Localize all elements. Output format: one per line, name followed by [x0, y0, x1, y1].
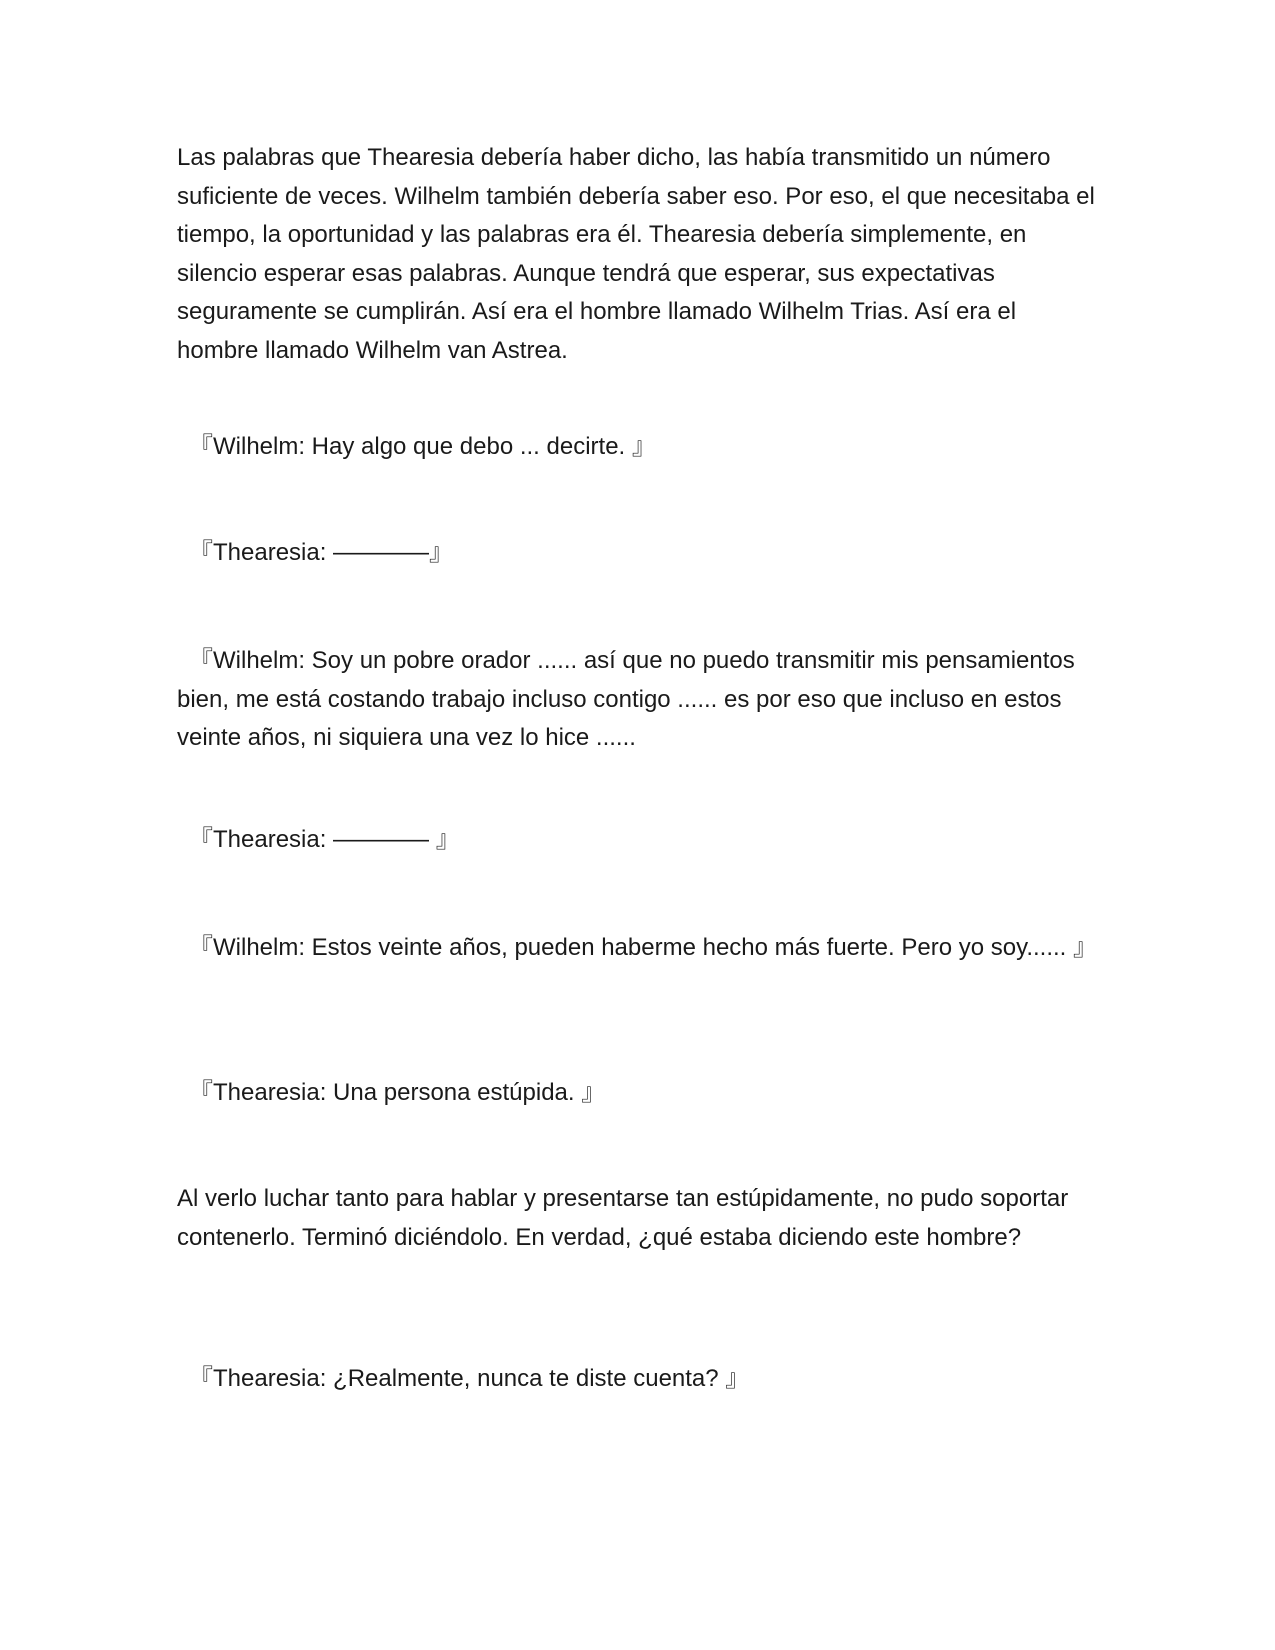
dialogue-line-thearesia: 『Thearesia: ———— 』: [189, 826, 460, 853]
dialogue-line-thearesia: 『Thearesia: Una persona estúpida. 』: [189, 1079, 606, 1106]
dialogue-line-wilhelm: 『Wilhelm: Soy un pobre orador ...... así que no puedo transmitir mis pensamientos bien, me está costando trabajo incluso contigo ...... es por eso que incluso en estos veinte años, ni siquiera una vez lo hice ......: [177, 647, 1075, 751]
narrative-paragraph: Las palabras que Thearesia debería haber dicho, las había transmitido un número suficiente de veces. Wilhelm también debería saber eso. Por eso, el que necesitaba el tiempo, la oportunidad y las palabras era él. Thearesia debería simplemente, en silencio esperar esas palabras. Aunque tendrá que esperar, sus expectativas seguramente se cumplirán. Así era el hombre llamado Wilhelm Trias. Así era el hombre llamado Wilhelm van Astrea.: [177, 144, 1095, 364]
dialogue-line-thearesia: 『Thearesia: ————』: [189, 539, 454, 566]
narrative-paragraph: Al verlo luchar tanto para hablar y presentarse tan estúpidamente, no pudo soportar contenerlo. Terminó diciéndolo. En verdad, ¿qué estaba diciendo este hombre?: [177, 1185, 1069, 1251]
dialogue-line-wilhelm: 『Wilhelm: Hay algo que debo ... decirte. 』: [189, 433, 656, 460]
dialogue-line-wilhelm: 『Wilhelm: Estos veinte años, pueden haberme hecho más fuerte. Pero yo soy...... 』: [189, 934, 1097, 961]
dialogue-line-thearesia: 『Thearesia: ¿Realmente, nunca te diste cuenta? 』: [189, 1365, 750, 1392]
